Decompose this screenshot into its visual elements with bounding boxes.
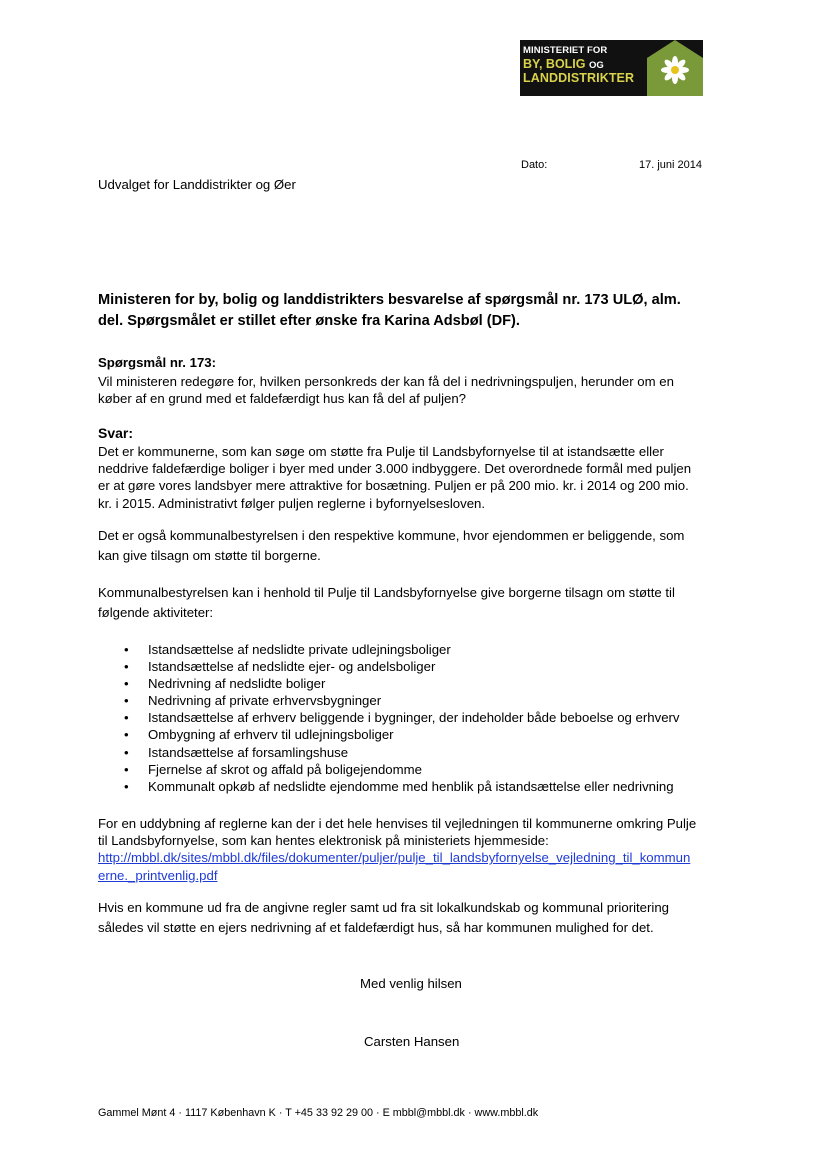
question-line-1: Vil ministeren redegøre for, hvilken personkreds der kan få del i nedrivningspuljen, herunder om en: [98, 374, 674, 389]
answer-p4-line: til Landsbyfornyelse, som kan hentes elektronisk på ministeriets hjemmeside:: [98, 833, 549, 849]
list-item-text: Istandsættelse af forsamlingshuse: [148, 744, 349, 760]
guide-link-continued[interactable]: erne._printvenlig.pdf: [98, 867, 218, 883]
answer-p4-line: For en uddybning af reglerne kan der i det hele henvises til vejledningen til kommunerne omkring Pulje: [98, 816, 697, 831]
activities-list: [98, 641, 680, 795]
answer-p1-line: er at gøre vores landsbyer mere attraktive for bosætning. Puljen er på 200 mio. kr. i 2014 og 200 mio.: [98, 478, 689, 494]
question-text: [98, 373, 748, 407]
bullet-icon: •: [124, 642, 129, 657]
answer-paragraph-5: [98, 898, 748, 937]
signature: Carsten Hansen: [364, 1034, 460, 1049]
list-item: [98, 744, 680, 761]
answer-p1-line: neddrive faldefærdige boliger i byer med under 3.000 indbyggere. Det overordnede formål med puljen: [98, 461, 692, 477]
date-label: Dato:: [521, 159, 548, 171]
bullet-icon: •: [124, 761, 129, 777]
list-item-text: Nedrivning af private erhvervsbygninger: [148, 693, 382, 709]
logo-text: [523, 46, 634, 85]
list-item-text: Istandsættelse af nedslidte ejer- og andelsboliger: [148, 659, 436, 675]
logo-line-1: MINISTERIET FOR: [523, 45, 608, 56]
answer-paragraph-1: [98, 443, 748, 512]
list-item: [98, 675, 680, 692]
list-item: [98, 641, 680, 658]
logo-line-2: [523, 57, 634, 72]
logo-line-3: LANDDISTRIKTER: [523, 71, 635, 86]
document-title: [98, 290, 738, 332]
ministry-logo: [520, 40, 703, 96]
answer-paragraph-3: [98, 583, 748, 622]
list-item-text: Kommunalt opkøb af nedslidte ejendomme med henblik på istandsættelse eller nedrivning: [148, 778, 674, 794]
list-item: [98, 761, 680, 778]
list-item: [98, 726, 680, 743]
list-item-text: Istandsættelse af erhverv beliggende i bygninger, der indeholder både beboelse og erhverv: [148, 710, 680, 726]
answer-paragraph-2: [98, 526, 748, 565]
bullet-icon: •: [124, 744, 129, 760]
daisy-house-icon: [647, 40, 703, 96]
bullet-icon: •: [124, 727, 129, 743]
list-item: [98, 658, 680, 675]
answer-heading: Svar:: [98, 425, 134, 441]
answer-p2-line: Det er også kommunalbestyrelsen i den respektive kommune, hvor ejendommen er beliggende, som: [98, 528, 685, 543]
question-line-2: køber af en grund med et faldefærdigt hus kan få del af puljen?: [98, 391, 467, 407]
bullet-icon: •: [124, 778, 129, 794]
logo-line-2-main: BY, BOLIG: [523, 56, 586, 71]
answer-p1-line: kr. i 2015. Administrativt følger puljen reglerne i byfornyelsesloven.: [98, 495, 486, 511]
bullet-icon: •: [124, 710, 129, 726]
footer-address: Gammel Mønt 4 · 1117 København K · T +45 33 92 29 00 · E mbbl@mbbl.dk · www.mbbl.dk: [98, 1107, 539, 1119]
list-item-text: Nedrivning af nedslidte boliger: [148, 676, 326, 692]
date-value: 17. juni 2014: [639, 159, 702, 171]
answer-p5-line: Hvis en kommune ud fra de angivne regler samt ud fra sit lokalkundskab og kommunal prioritering: [98, 900, 670, 915]
answer-p3-line: Kommunalbestyrelsen kan i henhold til Pulje til Landsbyfornyelse give borgerne tilsagn om støtte til: [98, 585, 675, 600]
bullet-icon: •: [124, 693, 129, 709]
list-item: [98, 778, 680, 795]
answer-paragraph-4: [98, 815, 758, 884]
list-item-text: Fjernelse af skrot og affald på boligejendomme: [148, 761, 422, 777]
question-heading: Spørgsmål nr. 173:: [98, 355, 216, 370]
title-line-2: del. Spørgsmålet er stillet efter ønske fra Karina Adsbøl (DF).: [98, 313, 520, 329]
closing-greeting: Med venlig hilsen: [360, 976, 462, 991]
list-item-text: Ombygning af erhverv til udlejningsboliger: [148, 727, 394, 743]
bullet-icon: •: [124, 676, 129, 692]
answer-p2-line: kan give tilsagn om støtte til borgerne.: [98, 547, 321, 563]
recipient: Udvalget for Landdistrikter og Øer: [98, 177, 296, 192]
answer-p5-line: således vil støtte en ejers nedrivning af et faldefærdigt hus, så har kommunen mulighed for det.: [98, 919, 654, 935]
guide-link[interactable]: http://mbbl.dk/sites/mbbl.dk/files/dokumenter/puljer/pulje_til_landsbyfornyelse_vejledning_til_kommun: [98, 850, 691, 866]
bullet-icon: •: [124, 659, 129, 675]
answer-p1-line: Det er kommunerne, som kan søge om støtte fra Pulje til Landsbyfornyelse til at istandsætte eller: [98, 444, 664, 459]
list-item: [98, 709, 680, 726]
title-line-1: Ministeren for by, bolig og landdistrikters besvarelse af spørgsmål nr. 173 ULØ, alm.: [98, 292, 681, 308]
list-item: [98, 692, 680, 709]
answer-p3-line: følgende aktiviteter:: [98, 604, 214, 620]
logo-line-2-og: OG: [589, 59, 604, 71]
list-item-text: Istandsættelse af nedslidte private udlejningsboliger: [148, 642, 451, 657]
